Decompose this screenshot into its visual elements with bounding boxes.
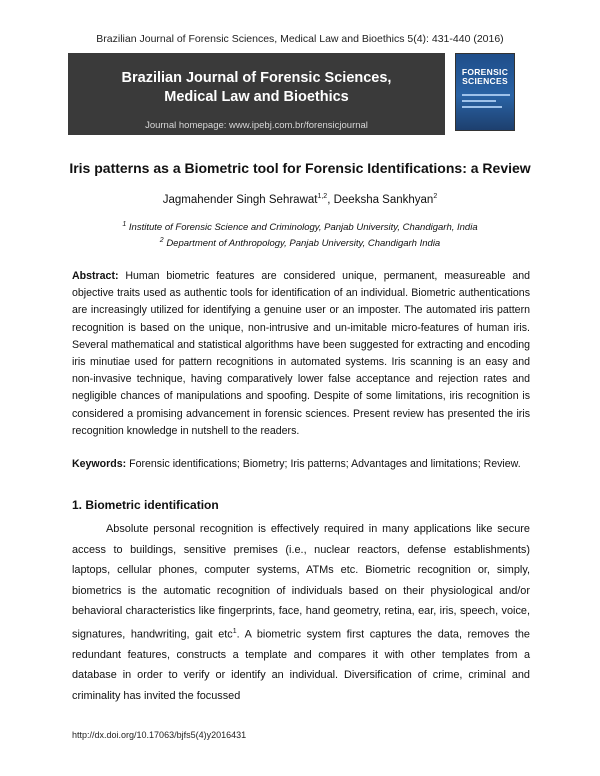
journal-homepage-link[interactable]: Journal homepage: www.ipebj.com.br/forensicjournal bbox=[145, 120, 368, 131]
affiliation-text: Institute of Forensic Science and Criminology, Panjab University, Chandigarh, India bbox=[128, 222, 478, 234]
affiliation-2 bbox=[0, 237, 600, 249]
author-separator: , bbox=[327, 193, 334, 206]
affiliation-mark: 1 bbox=[122, 221, 127, 228]
keywords-label: Keywords: bbox=[72, 458, 127, 470]
paragraph-text: . A biometric system first captures the data, removes the redundant features, constructs a template and compares it with other templates from a database in order to verify or identify an individual. Diversification of crime, criminal and criminality has invited the focussed bbox=[72, 628, 530, 702]
cover-stripe bbox=[462, 94, 510, 96]
cover-stripe bbox=[462, 106, 502, 108]
abstract-label: Abstract: bbox=[72, 270, 119, 282]
author-name: Deeksha Sankhyan bbox=[333, 193, 434, 206]
running-header: Brazilian Journal of Forensic Sciences, Medical Law and Bioethics 5(4): 431-440 (2016) bbox=[96, 33, 504, 45]
author-affiliation-mark: 2 bbox=[433, 193, 438, 200]
abstract bbox=[72, 268, 530, 440]
journal-title-line1: Brazilian Journal of Forensic Sciences, bbox=[121, 70, 392, 86]
journal-banner bbox=[68, 53, 445, 135]
body-paragraph bbox=[72, 519, 530, 706]
journal-title-line2: Medical Law and Bioethics bbox=[164, 89, 349, 105]
journal-title bbox=[68, 69, 445, 107]
keywords-text: Forensic identifications; Biometry; Iris patterns; Advantages and limitations; Review. bbox=[129, 458, 521, 470]
citation-mark[interactable]: 1 bbox=[232, 627, 237, 635]
keywords bbox=[72, 456, 532, 473]
author-affiliation-mark: 1,2 bbox=[317, 193, 328, 200]
section-heading: 1. Biometric identification bbox=[72, 498, 219, 512]
cover-line1: FORENSIC bbox=[461, 67, 509, 77]
affiliation-mark: 2 bbox=[159, 237, 164, 244]
abstract-text: Human biometric features are considered unique, permanent, measureable and objective traits used as authentic tools for identification of an individual. Biometric authentications are increasingly utilized for identifying a genuine user or an imposter. The automated iris pattern recognition is based on the unique, non-intrusive and un-imitable micro-features of human iris. Several mathematical and statistical algorithms have been suggested for extracting and encoding iris minutiae used for pattern recognitions in automated systems. Iris scanning is an easy and non-invasive technique, having comparatively lower false acceptance and rejection rates and negligible chances of manipulations and spoofing. Despite of some limitations, iris recognition is considered a promising advancement in forensic sciences. Present review has presented the iris recognition knowledge in nutshell to the readers. bbox=[72, 270, 530, 437]
journal-cover-image bbox=[455, 53, 515, 131]
affiliation-1 bbox=[0, 221, 600, 233]
affiliation-text: Department of Anthropology, Panjab University, Chandigarh India bbox=[166, 238, 441, 250]
paragraph-text: Absolute personal recognition is effectively required in many applications like secure access to buildings, sensitive premises (i.e., nuclear reactors, defense establishments) laptops, cellular phones, computer systems, ATMs etc. Biometric recognition or, simply, biometrics is the automatic recognition of individuals based on their physiological and/or behavioral characteristics like fingerprints, face, hand geometry, retina, ear, iris, speech, voice, signatures, handwriting, gait etc bbox=[72, 523, 530, 641]
cover-line2: SCIENCES bbox=[462, 76, 508, 86]
author-name: Jagmahender Singh Sehrawat bbox=[162, 193, 318, 206]
cover-stripe bbox=[462, 100, 496, 102]
doi-link[interactable]: http://dx.doi.org/10.17063/bjfs5(4)y2016431 bbox=[72, 730, 247, 740]
author-line bbox=[0, 193, 600, 206]
article-title: Iris patterns as a Biometric tool for Forensic Identifications: a Review bbox=[69, 160, 531, 176]
